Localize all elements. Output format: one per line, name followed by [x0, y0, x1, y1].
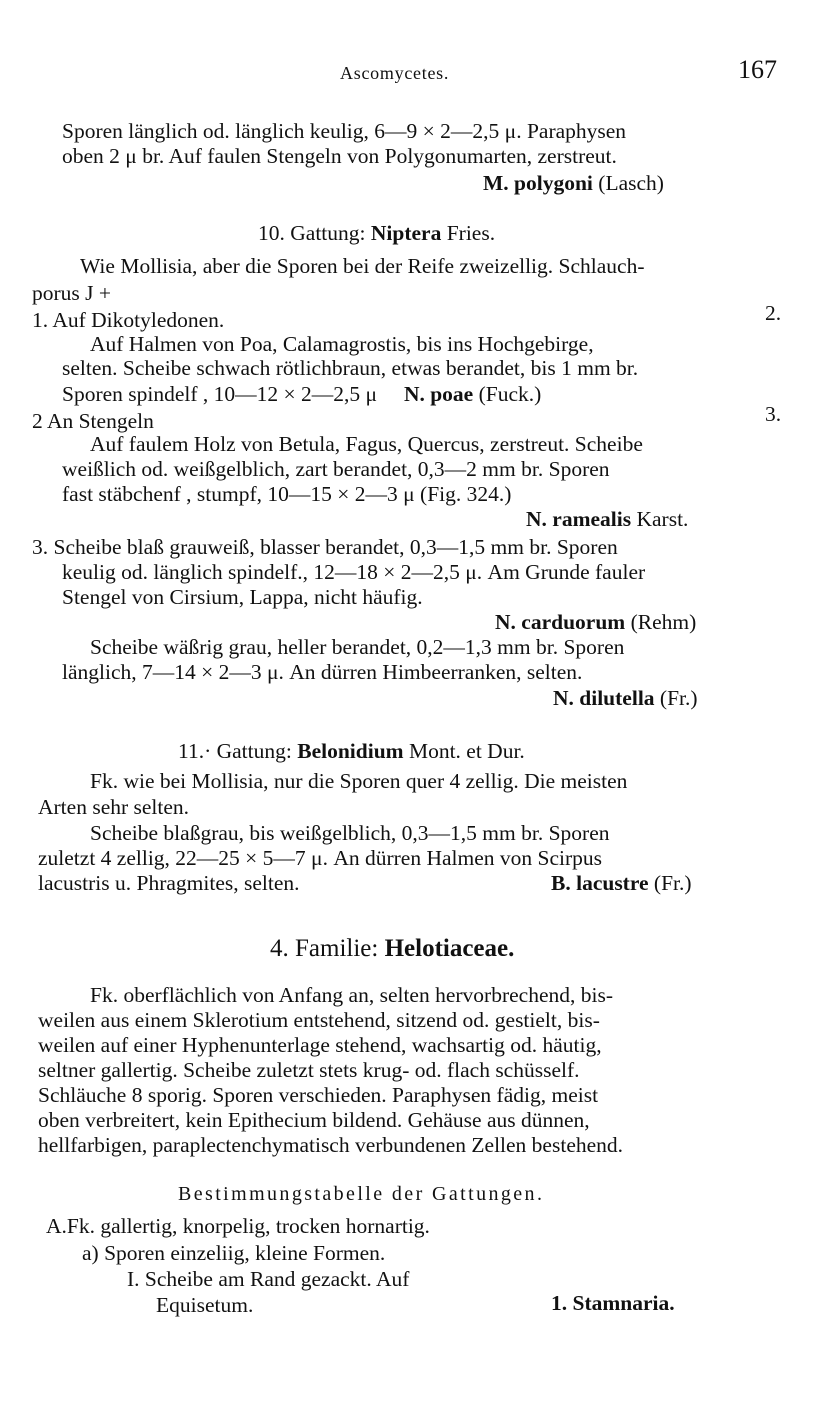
text-line: weilen aus einem Sklerotium entstehend, sitzend od. gestielt, bis- [38, 1008, 600, 1032]
key-line: I. Scheibe am Rand gezackt. Auf [127, 1267, 410, 1291]
genus-result: 1. Stamnaria. [551, 1291, 675, 1315]
text-line: Fk. wie bei Mollisia, nur die Sporen quer 4 zellig. Die meisten [90, 769, 628, 793]
species-author: (Fr.) [659, 686, 698, 710]
text-line: Wie Mollisia, aber die Sporen bei der Reife zweizellig. Schlauch- [80, 254, 645, 278]
text-line: hellfarbigen, paraplectenchymatisch verbundenen Zellen bestehend. [38, 1133, 624, 1157]
text-line: Auf faulem Holz von Betula, Fagus, Quercus, zerstreut. Scheibe [90, 432, 643, 456]
key-line: 3. Scheibe blaß grauweiß, blasser berandet, 0,3—1,5 mm br. Sporen [32, 535, 618, 559]
text-line [62, 381, 541, 407]
text-line: zuletzt 4 zellig, 22—25 × 5—7 μ. An dürren Halmen von Scirpus [38, 846, 603, 870]
family-heading [270, 936, 514, 962]
text-line: Auf Halmen von Poa, Calamagrostis, bis ins Hochgebirge, [90, 332, 594, 356]
species-author: (Fr.) [653, 871, 692, 895]
key-ref: 3. [765, 402, 782, 426]
species-name: M. polygoni [483, 171, 593, 195]
species-line [551, 870, 692, 896]
species-line [495, 609, 696, 635]
key-line: a) Sporen einzeliig, kleine Formen. [82, 1241, 386, 1265]
text-line: Stengel von Cirsium, Lappa, nicht häufig. [62, 585, 423, 609]
text-line: Schläuche 8 sporig. Sporen verschieden. Paraphysen fädig, meist [38, 1083, 599, 1107]
genus-heading [258, 220, 495, 246]
genus-name: Belonidium [297, 739, 404, 763]
key-ref: 2. [765, 301, 782, 325]
key-heading: Bestimmungstabelle der Gattungen. [178, 1183, 545, 1205]
species-name: N. ramealis [526, 507, 632, 531]
species-author: (Rehm) [630, 610, 697, 634]
family-name: Helotiaceae. [384, 935, 515, 962]
genus-number: 10. Gattung: [258, 221, 366, 245]
family-label: 4. Familie: [270, 935, 379, 962]
genus-heading [178, 738, 525, 764]
key-line: Equisetum. [156, 1293, 254, 1317]
species-name: B. lacustre [551, 871, 649, 895]
key-line: 1. Auf Dikotyledonen. [32, 308, 225, 332]
text-line: Fk. oberflächlich von Anfang an, selten hervorbrechend, bis- [90, 983, 614, 1007]
text-line: keulig od. länglich spindelf., 12—18 × 2—2,5 μ. Am Grunde fauler [62, 560, 646, 584]
text-line: weilen auf einer Hyphenunterlage stehend, wachsartig od. häutig, [38, 1033, 602, 1057]
text-span: Sporen spindelf , 10—12 × 2—2,5 μ [62, 382, 378, 406]
text-line: oben verbreitert, kein Epithecium bildend. Gehäuse aus dünnen, [38, 1108, 590, 1132]
text-line: Scheibe blaßgrau, bis weißgelblich, 0,3—1,5 mm br. Sporen [90, 821, 610, 845]
species-line [526, 506, 688, 532]
species-line [553, 685, 698, 711]
text-span: Sporen länglich od. länglich keulig, 6—9 × 2—2,5 μ. Paraphysen [62, 119, 627, 143]
text-line [38, 870, 300, 896]
species-name: N. carduorum [495, 610, 626, 634]
key-line: 2 An Stengeln [32, 409, 154, 433]
genus-name: Niptera [370, 221, 442, 245]
text-line: Scheibe wäßrig grau, heller berandet, 0,2—1,3 mm br. Sporen [90, 635, 625, 659]
text-line: oben 2 μ br. Auf faulen Stengeln von Polygonumarten, zerstreut. [62, 144, 617, 168]
species-name: N. poae [403, 382, 474, 406]
genus-author: Fries. [446, 221, 496, 245]
genus-author: Mont. et Dur. [408, 739, 525, 763]
text-line: weißlich od. weißgelblich, zart berandet, 0,3—2 mm br. Sporen [62, 457, 610, 481]
running-title: Ascomycetes. [340, 63, 450, 83]
species-author: (Lasch) [598, 171, 664, 195]
species-author: (Fuck.) [478, 382, 542, 406]
species-line [483, 170, 664, 196]
text-line: Arten sehr selten. [38, 795, 190, 819]
text-line [62, 118, 784, 144]
text-span: lacustris u. Phragmites, selten. [38, 871, 300, 895]
text-line: länglich, 7—14 × 2—3 μ. An dürren Himbeerranken, selten. [62, 660, 583, 684]
text-line: selten. Scheibe schwach rötlichbraun, etwas berandet, bis 1 mm br. [62, 356, 639, 380]
species-name: N. dilutella [553, 686, 655, 710]
page-number: 167 [738, 55, 777, 84]
text-line: seltner gallertig. Scheibe zuletzt stets krug- od. flach schüsself. [38, 1058, 580, 1082]
text-line: porus J + [32, 281, 112, 305]
genus-number: 11.· Gattung: [178, 739, 292, 763]
text-line: fast stäbchenf , stumpf, 10—15 × 2—3 μ (Fig. 324.) [62, 482, 512, 506]
species-author: Karst. [636, 507, 689, 531]
key-line: A.Fk. gallertig, knorpelig, trocken hornartig. [46, 1214, 430, 1238]
